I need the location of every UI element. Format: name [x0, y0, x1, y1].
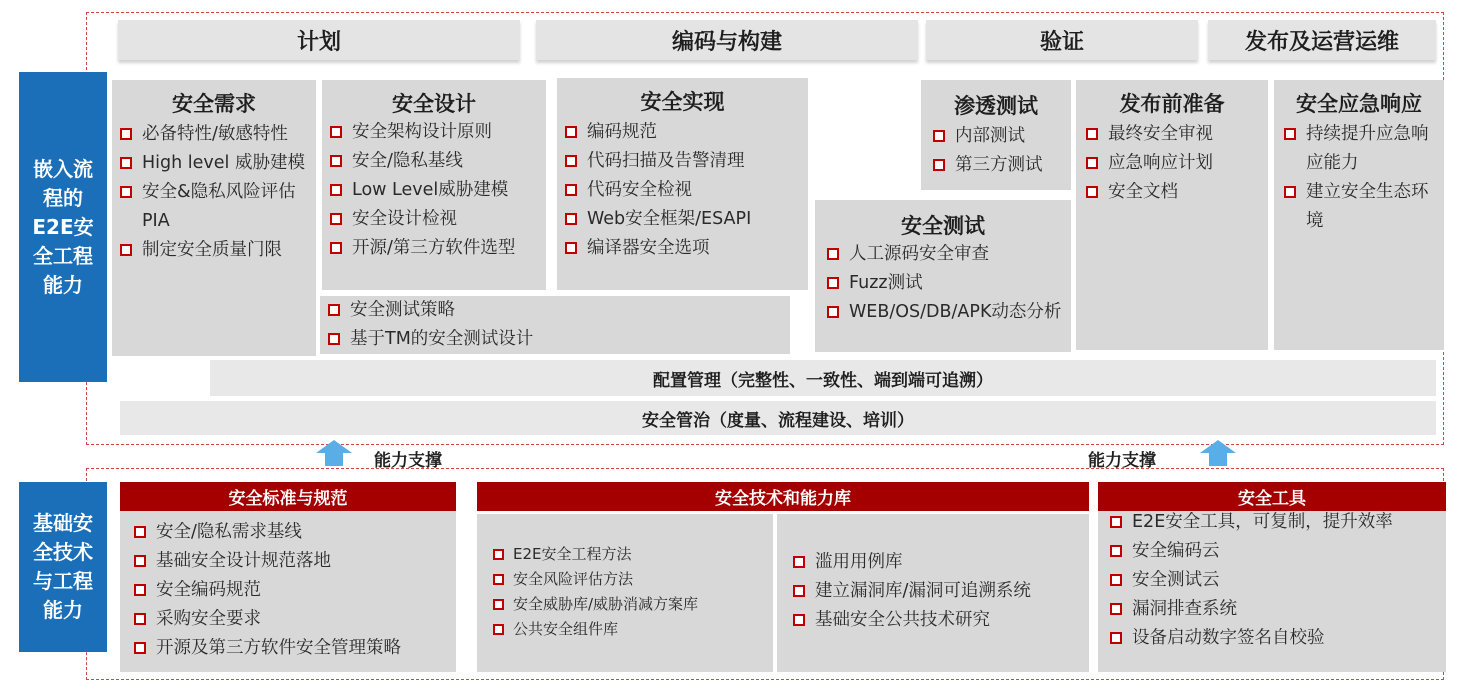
- item-list: [491, 542, 771, 642]
- list-item: 制定安全质量门限: [118, 236, 314, 265]
- box-penetration-test: [921, 80, 1071, 190]
- box-title: 发布前准备: [1119, 92, 1225, 116]
- list-item: 滥用用例库: [791, 548, 1087, 577]
- list-item: 编码规范: [563, 118, 806, 147]
- list-item: High level 威胁建模: [118, 149, 314, 178]
- list-item: 安全文档: [1084, 178, 1266, 207]
- box-title: 安全测试: [901, 214, 985, 238]
- list-item: 漏洞排查系统: [1108, 595, 1444, 624]
- list-item: 基础安全设计规范落地: [132, 547, 452, 576]
- box-title: 渗透测试: [954, 94, 1038, 118]
- phase-verify: 验证: [926, 20, 1198, 60]
- list-item: 安全架构设计原则: [328, 118, 544, 147]
- item-list: [791, 548, 1087, 635]
- phase-plan: 计划: [118, 20, 520, 60]
- list-item: 基础安全公共技术研究: [791, 606, 1087, 635]
- box-security-design: [322, 80, 546, 290]
- item-list: [1084, 120, 1266, 207]
- box-security-test: [815, 200, 1071, 352]
- list-item: 安全/隐私基线: [328, 147, 544, 176]
- list-item: E2E安全工具，可复制，提升效率: [1108, 508, 1444, 537]
- box-header: 安全标准与规范: [120, 482, 456, 511]
- box-header: 安全工具: [1098, 482, 1446, 511]
- box-title: 安全设计: [392, 92, 476, 116]
- list-item: 安全测试策略: [326, 296, 786, 325]
- box-title: 安全应急响应: [1296, 92, 1422, 116]
- support-label-right: 能力支撑: [1088, 451, 1156, 471]
- item-list: [118, 120, 314, 265]
- list-item: 基于TM的安全测试设计: [326, 325, 786, 354]
- phase-build: 编码与构建: [536, 20, 918, 60]
- side-label-top-text: 嵌入流 程的 E2E安 全工程 能力: [32, 156, 94, 297]
- list-item: 持续提升应急响应能力: [1282, 120, 1434, 178]
- list-item: 安全&隐私风险评估PIA: [118, 178, 314, 236]
- list-item: 安全编码云: [1108, 537, 1444, 566]
- item-list: [931, 122, 1069, 180]
- list-item: 安全设计检视: [328, 205, 544, 234]
- item-list: [563, 118, 806, 263]
- list-item: 采购安全要求: [132, 605, 452, 634]
- list-item: 安全风险评估方法: [491, 567, 771, 592]
- phase-release: 发布及运营运维: [1208, 20, 1436, 60]
- list-item: 最终安全审视: [1084, 120, 1266, 149]
- list-item: 安全编码规范: [132, 576, 452, 605]
- up-arrow-icon: [316, 440, 352, 466]
- config-management-bar: 配置管理（完整性、一致性、端到端可追溯）: [210, 360, 1436, 396]
- list-item: 必备特性/敏感特性: [118, 120, 314, 149]
- side-label-bottom-text: 基础安 全技术 与工程 能力: [33, 511, 93, 622]
- list-item: 内部测试: [931, 122, 1069, 151]
- list-item: Low Level威胁建模: [328, 176, 544, 205]
- tech-library-left: [477, 514, 773, 672]
- box-standards: [120, 482, 456, 672]
- list-item: 第三方测试: [931, 151, 1069, 180]
- list-item: E2E安全工程方法: [491, 542, 771, 567]
- list-item: 建立安全生态环境: [1282, 178, 1434, 236]
- list-item: 代码安全检视: [563, 176, 806, 205]
- list-item: 开源及第三方软件安全管理策略: [132, 634, 452, 663]
- box-security-implementation: [557, 78, 808, 290]
- list-item: 安全/隐私需求基线: [132, 518, 452, 547]
- tech-library-right: [777, 514, 1089, 672]
- list-item: WEB/OS/DB/APK动态分析: [825, 298, 1065, 327]
- governance-bar: 安全管治（度量、流程建设、培训）: [120, 401, 1436, 435]
- item-list: [328, 118, 544, 263]
- list-item: 编译器安全选项: [563, 234, 806, 263]
- list-item: 公共安全组件库: [491, 617, 771, 642]
- side-label-bottom: [19, 482, 107, 652]
- list-item: 安全测试云: [1108, 566, 1444, 595]
- box-security-requirements: [112, 80, 316, 356]
- box-tech-library: [477, 482, 1089, 672]
- list-item: 建立漏洞库/漏洞可追溯系统: [791, 577, 1087, 606]
- list-item: 设备启动数字签名自校验: [1108, 624, 1444, 653]
- support-label-left: 能力支撑: [374, 451, 442, 471]
- item-list: [132, 518, 452, 663]
- box-emergency-response: [1274, 80, 1444, 350]
- list-item: 人工源码安全审查: [825, 240, 1065, 269]
- list-item: 安全威胁库/威胁消减方案库: [491, 592, 771, 617]
- box-release-prep: [1076, 80, 1268, 350]
- list-item: Web安全框架/ESAPI: [563, 205, 806, 234]
- item-list: [326, 296, 786, 354]
- list-item: 开源/第三方软件选型: [328, 234, 544, 263]
- side-label-top: [19, 72, 107, 382]
- list-item: 代码扫描及告警清理: [563, 147, 806, 176]
- box-security-tools: [1098, 482, 1446, 672]
- up-arrow-icon: [1200, 440, 1236, 466]
- box-header: 安全技术和能力库: [477, 482, 1089, 511]
- box-test-strategy: [320, 296, 790, 354]
- item-list: [1282, 120, 1434, 236]
- box-title: 安全实现: [640, 90, 725, 114]
- list-item: 应急响应计划: [1084, 149, 1266, 178]
- item-list: [1108, 508, 1444, 653]
- list-item: Fuzz测试: [825, 269, 1065, 298]
- box-title: 安全需求: [172, 92, 256, 116]
- item-list: [825, 240, 1065, 327]
